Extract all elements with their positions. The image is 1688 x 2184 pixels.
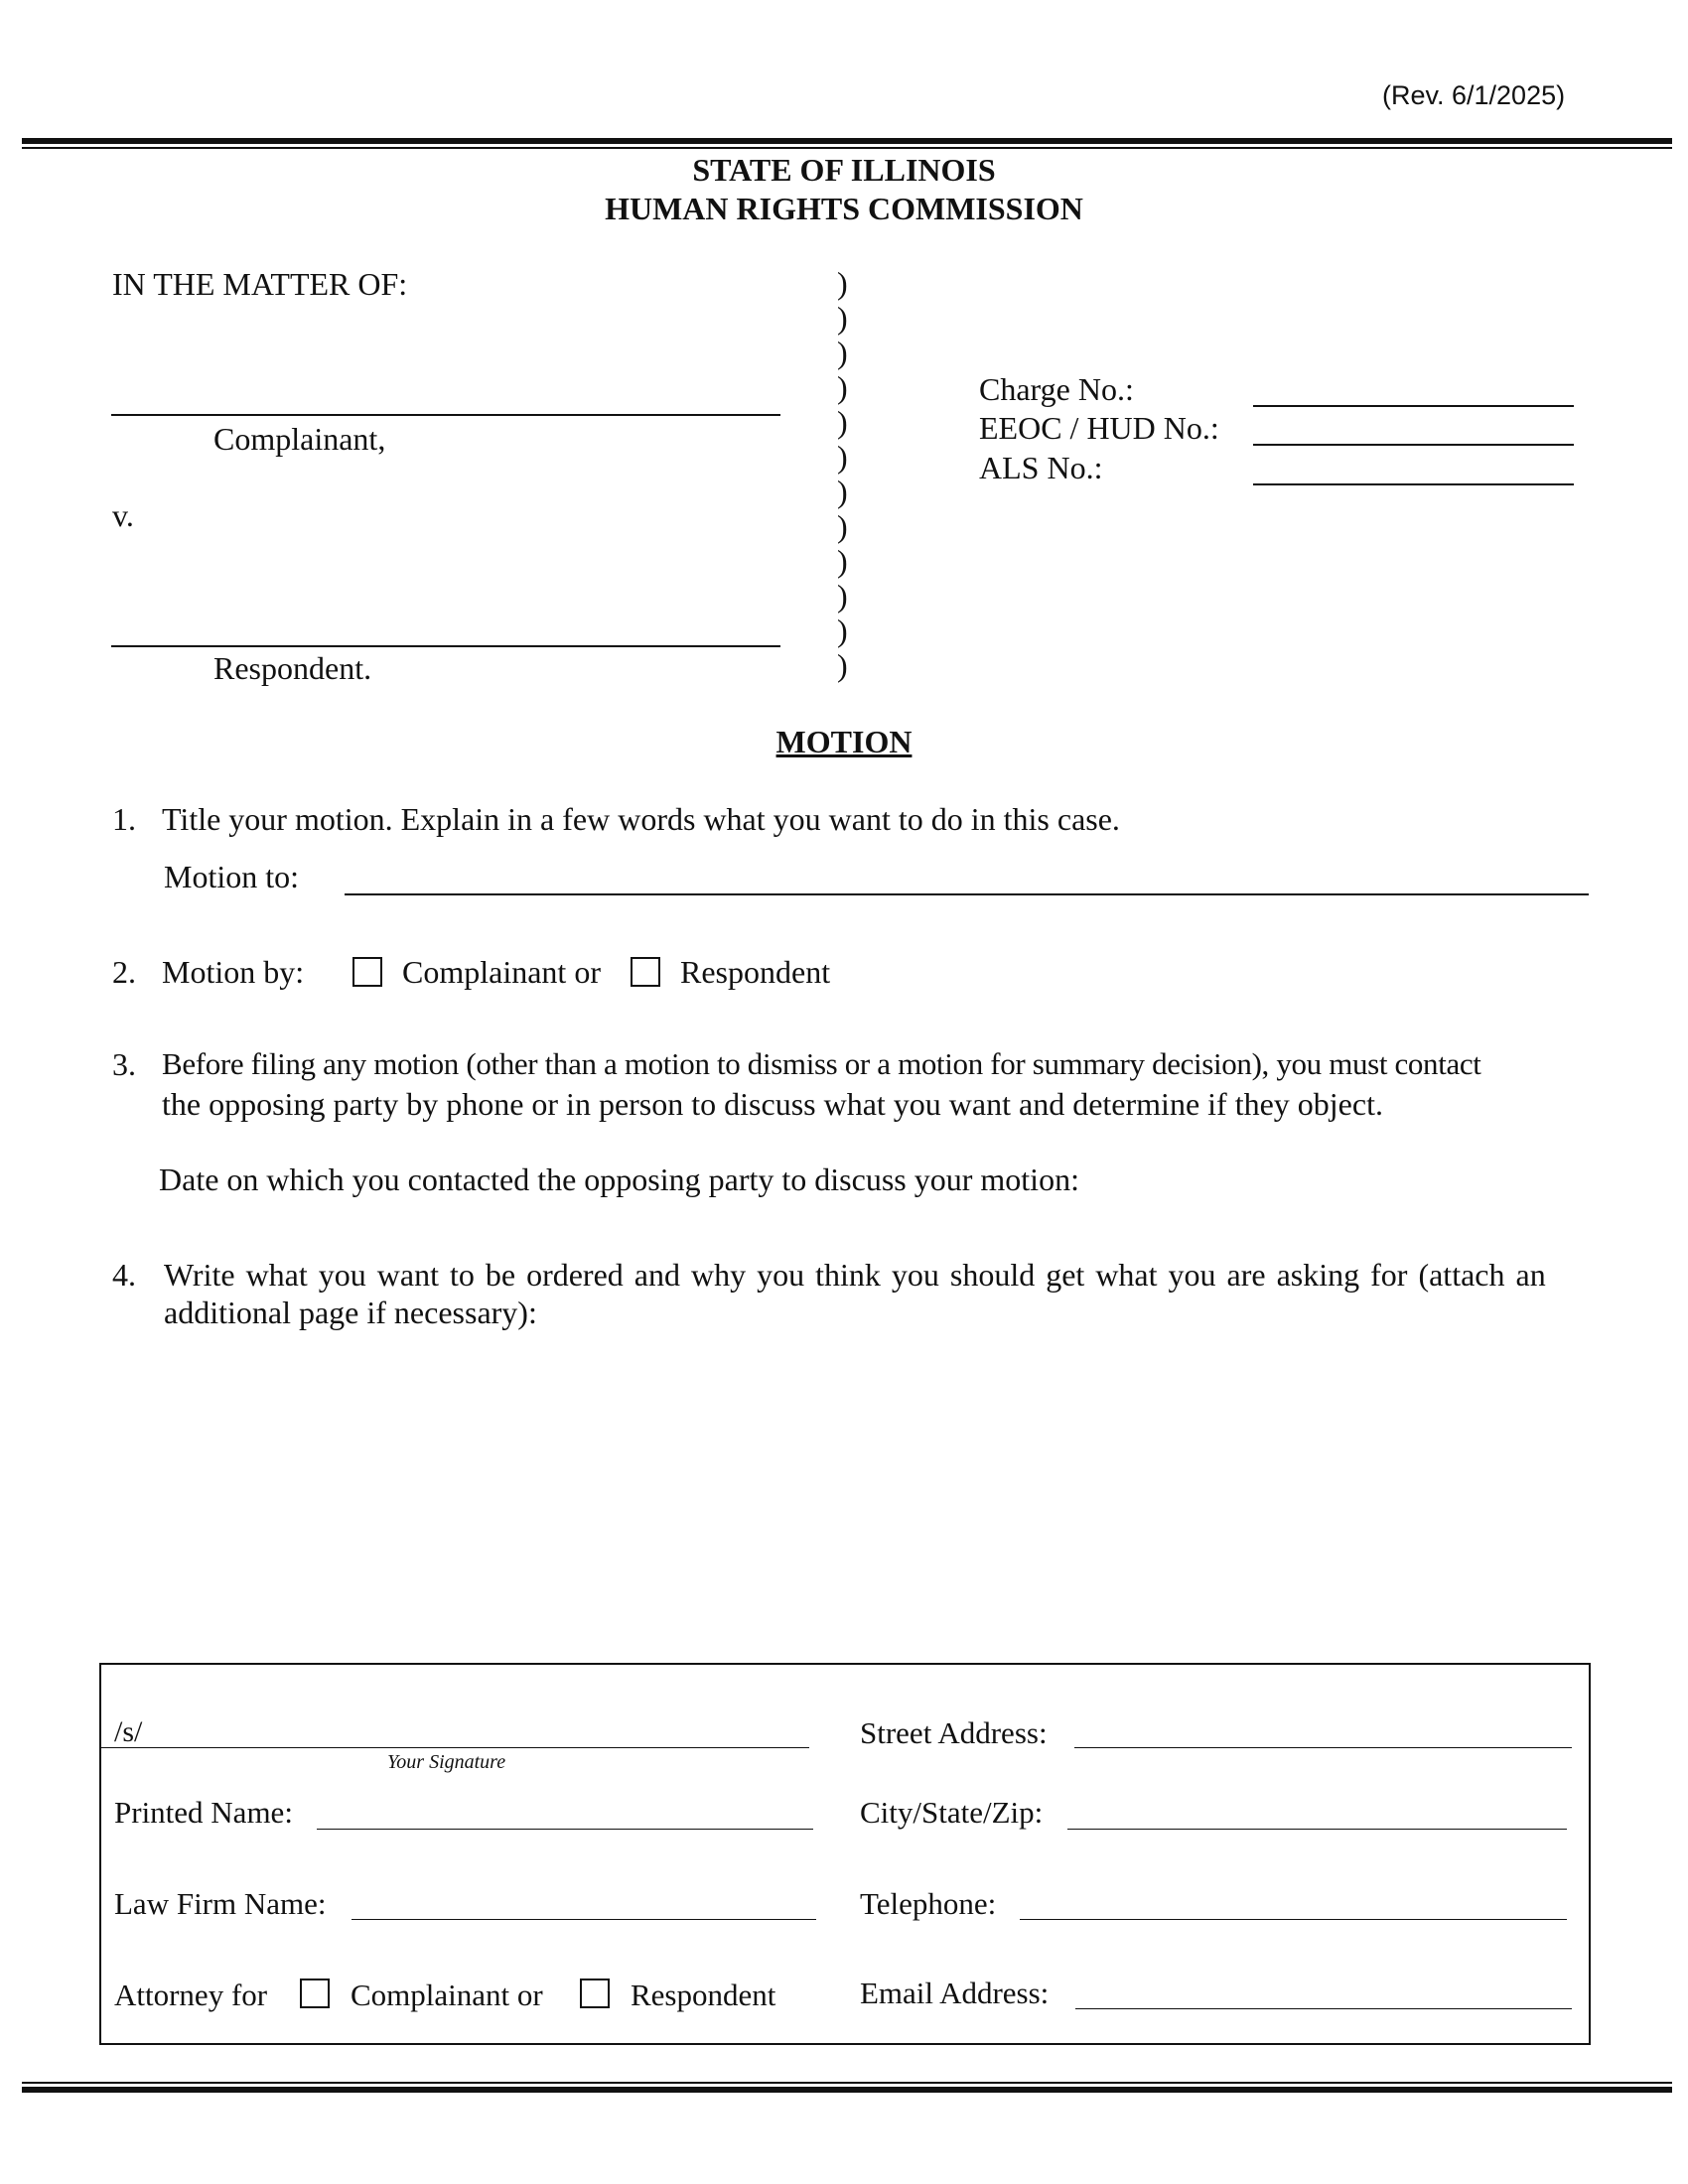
item2-number: 2. — [112, 954, 136, 990]
charge-no-field[interactable] — [1253, 405, 1574, 407]
motion-by-complainant-label: Complainant or — [402, 954, 601, 990]
paren-7: ) — [837, 474, 848, 509]
paren-8: ) — [837, 508, 848, 544]
printed-name-label: Printed Name: — [114, 1795, 293, 1830]
signature-prefix: /s/ — [114, 1715, 143, 1748]
city-state-zip-label: City/State/Zip: — [860, 1795, 1044, 1830]
contact-date-label: Date on which you contacted the opposing party to discuss your motion: — [159, 1161, 1079, 1197]
street-address-label: Street Address: — [860, 1715, 1048, 1750]
paren-11: ) — [837, 613, 848, 648]
attorney-complainant-label: Complainant or — [351, 1978, 543, 2012]
city-state-zip-field[interactable] — [1067, 1829, 1567, 1830]
law-firm-label: Law Firm Name: — [114, 1886, 327, 1921]
item3-number: 3. — [112, 1046, 136, 1082]
item4-number: 4. — [112, 1257, 136, 1293]
signature-caption: Your Signature — [387, 1751, 506, 1773]
item3-line2: the opposing party by phone or in person to discuss what you want and determine if they object. — [162, 1086, 1383, 1122]
bottom-rule-thin — [22, 2082, 1672, 2084]
item4-line1: Write what you want to be ordered and why you think you should get what you are asking for (attach an — [164, 1257, 1546, 1293]
header-state: STATE OF ILLINOIS — [692, 152, 996, 188]
header-commission: HUMAN RIGHTS COMMISSION — [605, 191, 1083, 226]
motion-to-field[interactable] — [345, 893, 1589, 895]
revision-date: (Rev. 6/1/2025) — [1382, 80, 1566, 110]
telephone-field[interactable] — [1020, 1919, 1567, 1920]
telephone-label: Telephone: — [860, 1886, 997, 1921]
item1-text: Title your motion. Explain in a few words what you want to do in this case. — [162, 801, 1120, 837]
paren-12: ) — [837, 647, 848, 683]
paren-4: ) — [837, 369, 848, 405]
motion-by-respondent-label: Respondent — [680, 954, 831, 990]
item4-line2: additional page if necessary): — [164, 1295, 537, 1330]
top-rule-thick — [22, 138, 1672, 144]
motion-title: MOTION — [775, 724, 913, 759]
respondent-label: Respondent. — [213, 650, 372, 686]
respondent-name-field[interactable] — [111, 645, 780, 647]
matter-label: IN THE MATTER OF: — [112, 266, 408, 302]
motion-by-label: Motion by: — [162, 954, 305, 990]
email-address-field[interactable] — [1075, 2008, 1572, 2009]
street-address-field[interactable] — [1074, 1747, 1572, 1748]
law-firm-field[interactable] — [352, 1919, 816, 1920]
email-address-label: Email Address: — [860, 1976, 1050, 2010]
paren-5: ) — [837, 404, 848, 440]
attorney-respondent-checkbox[interactable] — [580, 1979, 610, 2008]
bottom-rule-thick — [22, 2087, 1672, 2093]
eeoc-hud-no-field[interactable] — [1253, 444, 1574, 446]
paren-9: ) — [837, 543, 848, 579]
complainant-name-field[interactable] — [111, 414, 780, 416]
attorney-complainant-checkbox[interactable] — [300, 1979, 330, 2008]
motion-by-complainant-checkbox[interactable] — [352, 957, 382, 987]
als-no-label: ALS No.: — [979, 450, 1103, 485]
versus-label: v. — [112, 497, 134, 533]
signature-field[interactable] — [101, 1747, 809, 1748]
item1-number: 1. — [112, 801, 136, 837]
attorney-for-label: Attorney for — [114, 1978, 268, 2012]
charge-no-label: Charge No.: — [979, 371, 1134, 407]
motion-by-respondent-checkbox[interactable] — [631, 957, 660, 987]
als-no-field[interactable] — [1253, 483, 1574, 485]
paren-1: ) — [837, 265, 848, 301]
item3-line1: Before filing any motion (other than a motion to dismiss or a motion for summary decision), you must contact — [162, 1046, 1481, 1081]
paren-6: ) — [837, 439, 848, 475]
paren-2: ) — [837, 300, 848, 336]
attorney-respondent-label: Respondent — [631, 1978, 776, 2012]
motion-to-label: Motion to: — [164, 859, 300, 894]
printed-name-field[interactable] — [317, 1829, 813, 1830]
complainant-label: Complainant, — [213, 421, 386, 457]
top-rule-thin — [22, 147, 1672, 149]
paren-10: ) — [837, 578, 848, 614]
paren-3: ) — [837, 335, 848, 370]
eeoc-hud-no-label: EEOC / HUD No.: — [979, 410, 1219, 446]
